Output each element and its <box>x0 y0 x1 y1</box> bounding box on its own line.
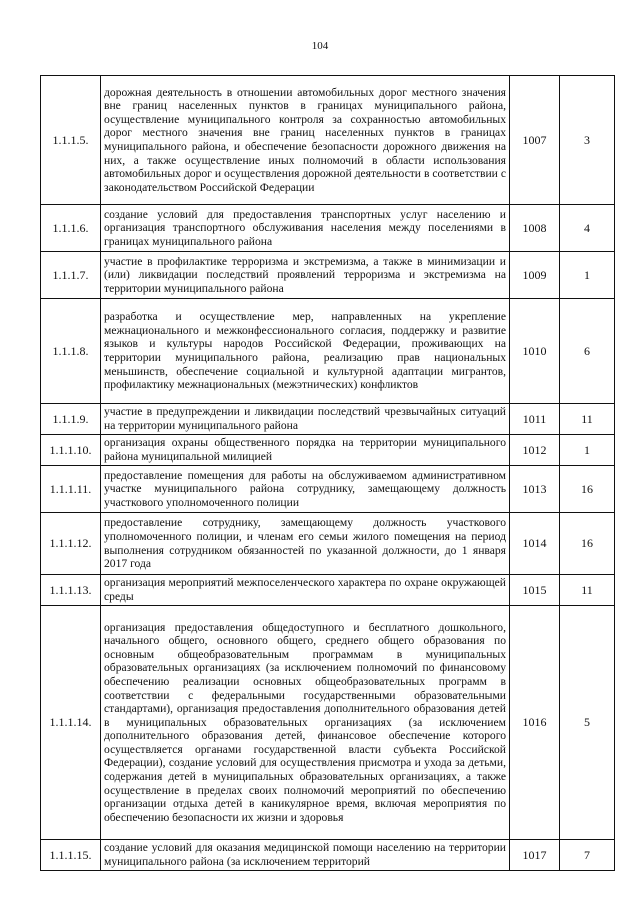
row-count: 4 <box>560 205 615 252</box>
table-row <box>41 840 615 871</box>
table-row <box>41 513 615 575</box>
row-number: 1.1.1.11. <box>41 466 101 513</box>
table-row <box>41 435 615 466</box>
row-description: дорожная деятельность в отношении автомобильных дорог местного значения вне границ населенных пунктов в границах муниципального района, осуществление муниципального контроля за сохранностью автомобильных дорог местного значения вне границ населенных пунктов в границах муниципального района, и обеспечение безопасности дорожного движения на них, а также осуществление иных полномочий в области использования автомобильных дорог и осуществления дорожной деятельности в соответствии с законодательством Российской Федерации <box>101 76 510 205</box>
row-description: организация предоставления общедоступного и бесплатного дошкольного, начального общего, основного общего, среднего общего образования по основным общеобразовательным программам в муниципальных образовательных организациях (за исключением полномочий по финансовому обеспечению реализации основных общеобразовательных программ в соответствии с федеральными государственными образовательными стандартами), организация предоставления дополнительного образования детей в муниципальных образовательных организациях (за исключением дополнительного образования детей, финансовое обеспечение которого осуществляется органами государственной власти субъекта Российской Федерации), создание условий для осуществления присмотра и ухода за детьми, содержания детей в муниципальных образовательных организациях, а также осуществление в пределах своих полномочий мероприятий по обеспечению организации отдыха детей в каникулярное время, включая мероприятия по обеспечению безопасности их жизни и здоровья <box>101 606 510 840</box>
row-code: 1017 <box>510 840 560 871</box>
row-description: разработка и осуществление мер, направленных на укрепление межнационального и межконфессионального согласия, поддержку и развитие языков и культуры народов Российской Федерации, проживающих на территории муниципального района, реализацию прав национальных меньшинств, обеспечение социальной и культурной адаптации мигрантов, профилактику межнациональных (межэтнических) конфликтов <box>101 299 510 404</box>
row-number: 1.1.1.9. <box>41 404 101 435</box>
row-number: 1.1.1.14. <box>41 606 101 840</box>
table-row <box>41 252 615 299</box>
row-code: 1013 <box>510 466 560 513</box>
row-count: 11 <box>560 404 615 435</box>
row-number: 1.1.1.13. <box>41 575 101 606</box>
table-row <box>41 299 615 404</box>
row-code: 1009 <box>510 252 560 299</box>
row-number: 1.1.1.7. <box>41 252 101 299</box>
row-number: 1.1.1.6. <box>41 205 101 252</box>
table-row <box>41 404 615 435</box>
row-count: 1 <box>560 252 615 299</box>
row-count: 6 <box>560 299 615 404</box>
row-number: 1.1.1.10. <box>41 435 101 466</box>
row-count: 16 <box>560 466 615 513</box>
row-count: 1 <box>560 435 615 466</box>
table-row <box>41 205 615 252</box>
row-description: организация мероприятий межпоселенческого характера по охране окружающей среды <box>101 575 510 606</box>
row-code: 1008 <box>510 205 560 252</box>
row-description: создание условий для оказания медицинской помощи населению на территории муниципального района (за исключением территорий <box>101 840 510 871</box>
row-description: предоставление сотруднику, замещающему должность участкового уполномоченного полиции, и членам его семьи жилого помещения на период выполнения сотрудником обязанностей по указанной должности, до 1 января 2017 года <box>101 513 510 575</box>
row-code: 1010 <box>510 299 560 404</box>
row-code: 1015 <box>510 575 560 606</box>
page-number: 104 <box>311 40 329 52</box>
table-row <box>41 76 615 205</box>
row-description: предоставление помещения для работы на обслуживаемом административном участке муниципального района сотруднику, замещающему должность участкового уполномоченного полиции <box>101 466 510 513</box>
row-number: 1.1.1.5. <box>41 76 101 205</box>
table-row <box>41 466 615 513</box>
row-code: 1007 <box>510 76 560 205</box>
row-code: 1012 <box>510 435 560 466</box>
row-number: 1.1.1.15. <box>41 840 101 871</box>
row-count: 11 <box>560 575 615 606</box>
row-count: 3 <box>560 76 615 205</box>
row-description: создание условий для предоставления транспортных услуг населению и организация транспортного обслуживания населения между поселениями в границах муниципального района <box>101 205 510 252</box>
row-code: 1014 <box>510 513 560 575</box>
row-number: 1.1.1.8. <box>41 299 101 404</box>
row-description: участие в профилактике терроризма и экстремизма, а также в минимизации и (или) ликвидации последствий проявлений терроризма и экстремизма на территории муниципального района <box>101 252 510 299</box>
powers-table <box>40 75 615 871</box>
row-code: 1011 <box>510 404 560 435</box>
row-description: участие в предупреждении и ликвидации последствий чрезвычайных ситуаций на территории муниципального района <box>101 404 510 435</box>
table-row <box>41 606 615 840</box>
row-number: 1.1.1.12. <box>41 513 101 575</box>
row-count: 7 <box>560 840 615 871</box>
row-count: 16 <box>560 513 615 575</box>
row-count: 5 <box>560 606 615 840</box>
row-description: организация охраны общественного порядка на территории муниципального района муниципальной милицией <box>101 435 510 466</box>
row-code: 1016 <box>510 606 560 840</box>
table-row <box>41 575 615 606</box>
